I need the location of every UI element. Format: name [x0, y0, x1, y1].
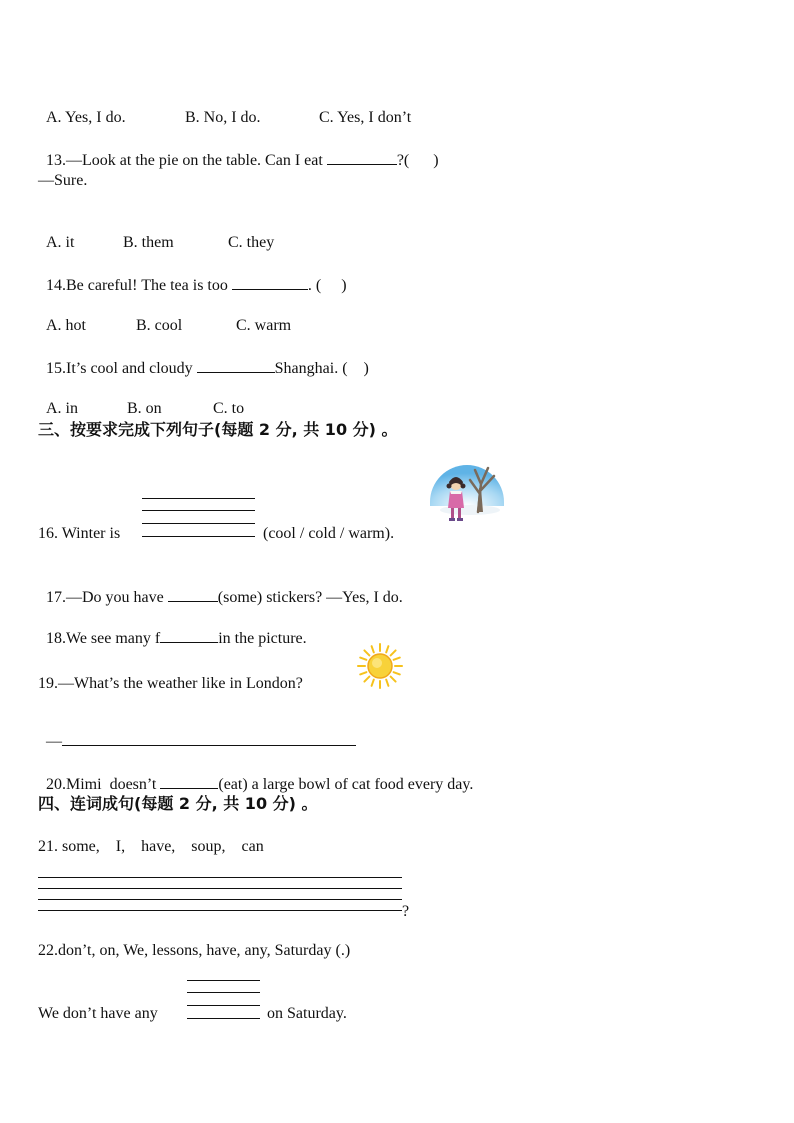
q15-option-a: A. in — [46, 400, 78, 417]
q13-text-before: 13.—Look at the pie on the table. Can I eat — [46, 152, 327, 169]
q14-option-a: A. hot — [46, 317, 86, 334]
q16-answer-line-1[interactable] — [142, 498, 255, 499]
q15-option-c: C. to — [213, 400, 245, 417]
q12-options — [38, 88, 411, 128]
q14-options — [38, 296, 291, 336]
q16-text-after: (cool / cold / warm). — [263, 525, 395, 542]
q16-answer-line-2[interactable] — [142, 510, 255, 511]
q16-answer-line-3[interactable] — [142, 523, 255, 524]
q13-text-after: ?( ) — [396, 152, 439, 169]
q21-answer-line-3[interactable] — [38, 899, 402, 900]
q14-blank[interactable] — [232, 275, 308, 290]
q22-words: 22.don’t, on, We, lessons, have, any, Saturday (.) — [38, 942, 351, 959]
q15-option-b: B. on — [127, 400, 162, 417]
q15-text-after: Shanghai. ( ) — [274, 360, 369, 377]
q21-words: 21. some, I, have, soup, can — [38, 838, 264, 855]
q13-options — [38, 213, 274, 253]
q21-answer-line-2[interactable] — [38, 888, 402, 889]
q19-answer-prefix: — — [46, 733, 62, 750]
q22-text-before: We don’t have any — [38, 1005, 158, 1022]
q20-text-after: (eat) a large bowl of cat food every day. — [218, 776, 474, 793]
q17-question — [38, 567, 403, 608]
q22-text-after: on Saturday. — [267, 1005, 347, 1022]
q21-answer-line-1[interactable] — [38, 877, 402, 878]
q17-blank[interactable] — [168, 587, 218, 602]
q12-option-c: C. Yes, I don’t — [319, 109, 412, 126]
q15-text-before: 15.It’s cool and cloudy — [46, 360, 197, 377]
q17-text-after: (some) stickers? —Yes, I do. — [217, 589, 403, 606]
q18-text-after: in the picture. — [218, 630, 307, 647]
q22-answer-line-1[interactable] — [187, 980, 260, 981]
q22-answer-line-4[interactable] — [187, 1018, 260, 1019]
q13-option-a: A. it — [46, 234, 75, 251]
q15-blank[interactable] — [197, 358, 275, 373]
q20-question — [38, 754, 473, 795]
q13-option-b: B. them — [123, 234, 174, 251]
q17-text-before: 17.—Do you have — [46, 589, 168, 606]
q20-blank[interactable] — [160, 774, 218, 789]
q15-question — [38, 338, 369, 379]
q13-question — [38, 130, 439, 171]
q14-text-before: 14.Be careful! The tea is too — [46, 277, 232, 294]
q21-end-mark: ? — [402, 903, 410, 920]
q14-option-c: C. warm — [236, 317, 292, 334]
q14-text-after: . ( ) — [307, 277, 347, 294]
q14-question — [38, 255, 347, 296]
q18-text-before: 18.We see many f — [46, 630, 161, 647]
q18-question — [38, 608, 307, 649]
q13-reply: —Sure. — [38, 172, 88, 189]
q16-text-before: 16. Winter is — [38, 525, 121, 542]
q15-options — [38, 379, 244, 419]
q13-option-c: C. they — [228, 234, 275, 251]
q20-text-before: 20.Mimi doesn’t — [46, 776, 161, 793]
q12-option-a: A. Yes, I do. — [46, 109, 126, 126]
q19-question: 19.—What’s the weather like in London? — [38, 675, 303, 692]
section-4-title: 四、连词成句(每题 2 分, 共 10 分) 。 — [38, 794, 318, 813]
q14-option-b: B. cool — [136, 317, 183, 334]
q21-answer-line-4[interactable] — [38, 910, 402, 911]
q22-answer-line-3[interactable] — [187, 1005, 260, 1006]
sun-picture — [356, 642, 404, 690]
section-3-title: 三、按要求完成下列句子(每题 2 分, 共 10 分) 。 — [38, 420, 398, 439]
q13-blank[interactable] — [327, 150, 397, 165]
winter-girl-tree-picture — [424, 460, 506, 530]
q12-option-b: B. No, I do. — [185, 109, 261, 126]
q16-answer-line-4[interactable] — [142, 536, 255, 537]
q19-answer-line[interactable] — [62, 731, 356, 746]
q19-answer — [38, 711, 356, 752]
q18-blank[interactable] — [160, 628, 218, 643]
q22-answer-line-2[interactable] — [187, 992, 260, 993]
